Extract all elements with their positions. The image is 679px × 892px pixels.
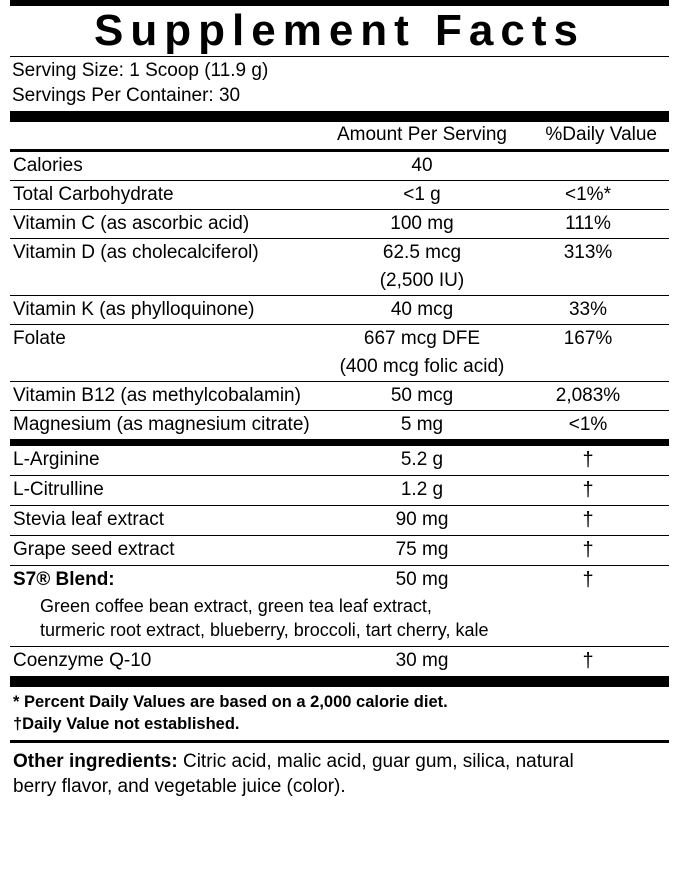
- footnotes: [10, 687, 669, 741]
- nutrient-dv: †: [507, 475, 669, 505]
- table-row: [10, 150, 669, 180]
- nutrient-amount-secondary: (400 mcg folic acid): [339, 355, 505, 377]
- nutrient-dv: 167%: [507, 324, 669, 353]
- nutrient-name: Folate: [10, 324, 337, 353]
- table-row: [10, 238, 669, 267]
- table-row-continuation: [10, 353, 669, 382]
- table-row: [10, 180, 669, 209]
- table-row: [10, 646, 669, 676]
- other-ingredients-label: Other ingredients:: [13, 751, 178, 773]
- servings-per-container: Servings Per Container: 30: [12, 84, 241, 106]
- blend-ingredients-row: [10, 618, 669, 646]
- nutrient-amount: 100 mg: [337, 209, 507, 238]
- nutrient-name: Calories: [10, 150, 337, 180]
- nutrient-dv: †: [507, 646, 669, 676]
- table-header-row: [10, 122, 669, 151]
- nutrient-amount: 667 mcg DFE: [337, 324, 507, 353]
- blend-amount: 50 mg: [337, 565, 507, 595]
- header-spacer: [10, 122, 337, 151]
- nutrient-dv: [507, 150, 669, 180]
- nutrient-dv: 111%: [507, 209, 669, 238]
- table-row: [10, 209, 669, 238]
- header-amount-per-serving: Amount Per Serving: [336, 123, 507, 145]
- serving-size: Serving Size: 1 Scoop (11.9 g): [12, 60, 269, 82]
- nutrient-amount: 30 mg: [337, 646, 507, 676]
- table-row: [10, 410, 669, 439]
- footer-rule: [10, 676, 669, 687]
- nutrient-amount-secondary: (2,500 IU): [379, 269, 465, 291]
- nutrient-dv: 313%: [507, 238, 669, 267]
- table-row: [10, 381, 669, 410]
- page-title: Supplement Facts: [94, 6, 585, 55]
- nutrient-amount: 40 mcg: [337, 295, 507, 324]
- footnote-daily-value-basis: * Percent Daily Values are based on a 2,000 calorie diet.: [13, 692, 448, 711]
- nutrition-table: [10, 122, 669, 676]
- serving-info: [10, 57, 669, 111]
- header-daily-value: %Daily Value: [545, 123, 657, 145]
- nutrient-dv: †: [582, 448, 594, 471]
- section-divider-row: [10, 439, 669, 446]
- nutrient-name: Total Carbohydrate: [10, 180, 337, 209]
- blend-dv: †: [507, 565, 669, 595]
- nutrient-amount: 1.2 g: [337, 475, 507, 505]
- nutrient-name: Magnesium (as magnesium citrate): [10, 410, 337, 439]
- nutrient-name: Coenzyme Q-10: [10, 646, 337, 676]
- section-divider: [10, 439, 669, 446]
- nutrient-dv: <1%: [507, 410, 669, 439]
- blend-ingredients-row: [10, 595, 669, 618]
- nutrient-name: Vitamin B12 (as methylcobalamin): [10, 381, 337, 410]
- nutrient-name: L-Citrulline: [10, 475, 337, 505]
- nutrient-name: Vitamin D (as cholecalciferol): [10, 238, 337, 267]
- other-ingredients-text-2: berry flavor, and vegetable juice (color).: [13, 775, 346, 797]
- nutrient-amount: 62.5 mcg: [337, 238, 507, 267]
- table-row: [10, 475, 669, 505]
- nutrient-dv: 33%: [507, 295, 669, 324]
- nutrient-name: Grape seed extract: [10, 535, 337, 565]
- table-row: [10, 505, 669, 535]
- table-row: [10, 295, 669, 324]
- nutrient-amount: 50 mcg: [337, 381, 507, 410]
- nutrient-dv: †: [507, 535, 669, 565]
- blend-ingredients-line-2: turmeric root extract, blueberry, broccoli, tart cherry, kale: [40, 620, 489, 641]
- header-rule: [10, 111, 669, 122]
- nutrient-amount: 75 mg: [337, 535, 507, 565]
- blend-ingredients-line-1: Green coffee bean extract, green tea leaf extract,: [40, 595, 432, 616]
- nutrient-name: Vitamin K (as phylloquinone): [10, 295, 337, 324]
- nutrient-amount: 5.2 g: [400, 448, 444, 470]
- nutrient-amount: <1 g: [337, 180, 507, 209]
- table-row: [10, 446, 669, 476]
- other-ingredients: [10, 743, 669, 799]
- nutrient-dv: <1%*: [507, 180, 669, 209]
- nutrient-name: L-Arginine: [13, 448, 100, 470]
- nutrient-amount: 40: [337, 150, 507, 180]
- table-row: [10, 324, 669, 353]
- table-row-blend: [10, 565, 669, 595]
- nutrient-dv: 2,083%: [507, 381, 669, 410]
- nutrient-dv: †: [507, 505, 669, 535]
- nutrient-amount: 5 mg: [337, 410, 507, 439]
- nutrient-amount: 90 mg: [337, 505, 507, 535]
- table-row-continuation: [10, 267, 669, 296]
- nutrient-name: Stevia leaf extract: [10, 505, 337, 535]
- nutrient-name: Vitamin C (as ascorbic acid): [10, 209, 337, 238]
- blend-name: S7® Blend:: [10, 565, 337, 595]
- other-ingredients-text-1: Citric acid, malic acid, guar gum, silica, natural: [177, 751, 574, 773]
- footnote-dv-not-established: †Daily Value not established.: [13, 714, 240, 733]
- table-row: [10, 535, 669, 565]
